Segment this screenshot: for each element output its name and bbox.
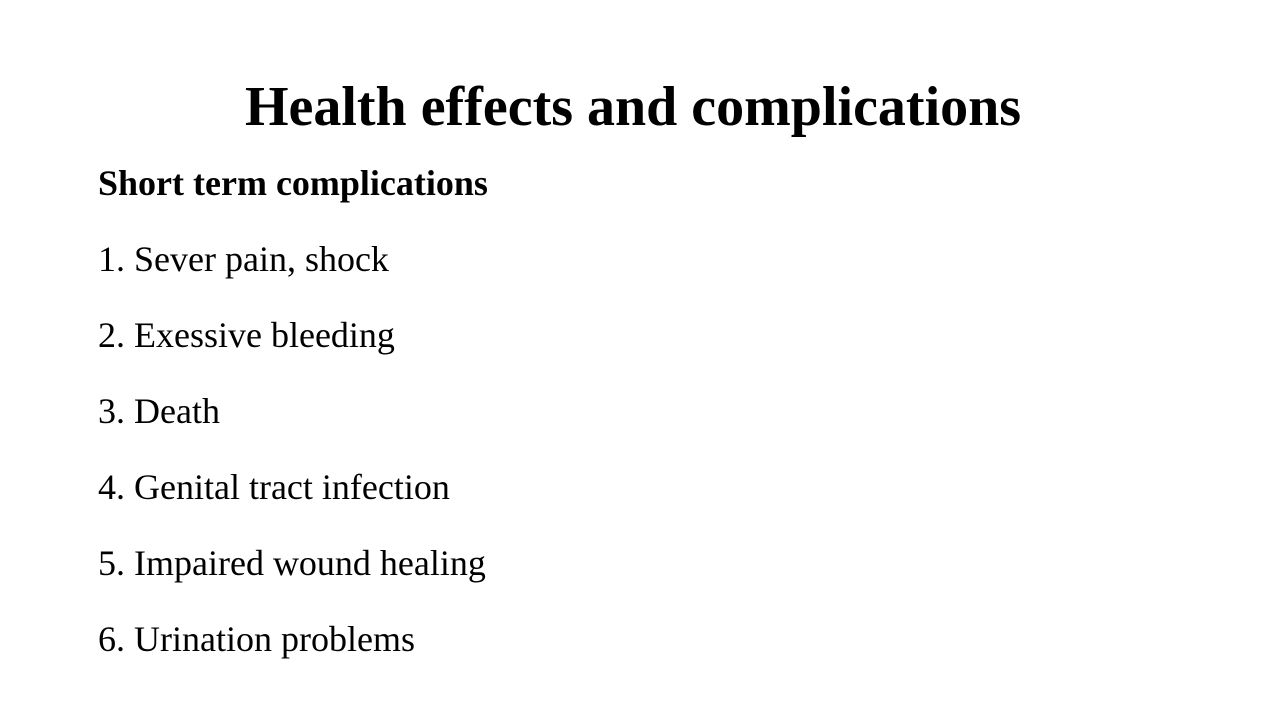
list-item-number: 6.: [98, 619, 125, 659]
list-item-number: 2.: [98, 315, 125, 355]
slide-title: Health effects and complications: [244, 76, 1022, 138]
section-heading: Short term complications: [98, 163, 488, 203]
complications-list: [98, 234, 486, 690]
list-item-text: Exessive bleeding: [134, 315, 395, 355]
list-item-text: Genital tract infection: [134, 467, 450, 507]
list-item-text: Urination problems: [134, 619, 415, 659]
list-item: [98, 462, 486, 538]
list-item-text: Death: [134, 391, 220, 431]
list-item: [98, 614, 486, 690]
list-item: [98, 386, 486, 462]
list-item: [98, 310, 486, 386]
list-item-text: Sever pain, shock: [134, 239, 389, 279]
list-item-number: 3.: [98, 391, 125, 431]
list-item: [98, 234, 486, 310]
list-item-number: 1.: [98, 239, 125, 279]
list-item-number: 5.: [98, 543, 125, 583]
list-item-text: Impaired wound healing: [134, 543, 486, 583]
list-item-number: 4.: [98, 467, 125, 507]
list-item: [98, 538, 486, 614]
